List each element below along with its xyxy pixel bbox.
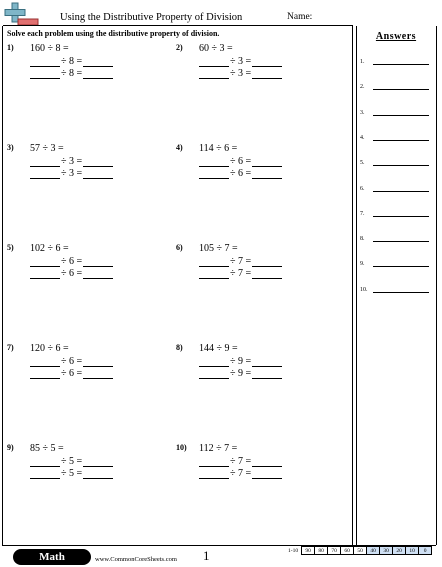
division-op: ÷ 7 =	[230, 256, 252, 267]
work-line-2	[199, 168, 282, 179]
blank-quotient[interactable]	[83, 257, 113, 267]
blank-quotient[interactable]	[83, 457, 113, 467]
blank-quotient[interactable]	[83, 169, 113, 179]
problem-2	[176, 43, 326, 93]
score-cell: 70	[328, 547, 341, 555]
division-op: ÷ 6 =	[61, 268, 83, 279]
worksheet-title: Using the Distributive Property of Division	[60, 12, 243, 23]
answer-number: 9.	[360, 261, 365, 268]
blank-quotient[interactable]	[252, 369, 282, 379]
answer-row-2	[360, 83, 429, 90]
work-line-1	[30, 56, 113, 67]
score-cell: 20	[393, 547, 406, 555]
blank-dividend[interactable]	[30, 269, 60, 279]
problem-number: 8)	[176, 343, 183, 352]
blank-quotient[interactable]	[83, 369, 113, 379]
work-line-1	[199, 456, 282, 467]
answer-row-8	[360, 235, 429, 242]
blank-quotient[interactable]	[252, 357, 282, 367]
blank-quotient[interactable]	[252, 257, 282, 267]
work-line-2	[199, 468, 282, 479]
work-line-1	[199, 156, 282, 167]
blank-quotient[interactable]	[252, 157, 282, 167]
work-line-2	[199, 268, 282, 279]
work-line-2	[30, 368, 113, 379]
work-line-1	[30, 356, 113, 367]
problem-expression: 85 ÷ 5 =	[30, 443, 64, 454]
problem-3	[7, 143, 157, 193]
answer-blank[interactable]	[373, 109, 429, 116]
answer-blank[interactable]	[373, 185, 429, 192]
work-line-1	[30, 456, 113, 467]
problem-10	[176, 443, 326, 493]
division-op: ÷ 8 =	[61, 56, 83, 67]
blank-dividend[interactable]	[30, 69, 60, 79]
problem-expression: 102 ÷ 6 =	[30, 243, 69, 254]
problem-expression: 112 ÷ 7 =	[199, 443, 238, 454]
work-line-1	[199, 256, 282, 267]
problem-expression: 60 ÷ 3 =	[199, 43, 233, 54]
blank-dividend[interactable]	[199, 69, 229, 79]
answers-title: Answers	[375, 31, 417, 42]
answer-blank[interactable]	[373, 210, 429, 217]
division-op: ÷ 6 =	[230, 168, 252, 179]
answer-row-4	[360, 134, 429, 141]
problem-number: 9)	[7, 443, 14, 452]
blank-dividend[interactable]	[199, 369, 229, 379]
score-cell: 80	[315, 547, 328, 555]
work-line-1	[199, 356, 282, 367]
score-cell: 40	[367, 547, 380, 555]
answer-row-7	[360, 210, 429, 217]
blank-dividend[interactable]	[199, 457, 229, 467]
problem-number: 7)	[7, 343, 14, 352]
division-op: ÷ 7 =	[230, 456, 252, 467]
problem-number: 5)	[7, 243, 14, 252]
division-op: ÷ 3 =	[61, 168, 83, 179]
score-cell: 10	[406, 547, 419, 555]
problem-expression: 114 ÷ 6 =	[199, 143, 238, 154]
blank-dividend[interactable]	[199, 57, 229, 67]
answer-row-3	[360, 109, 429, 116]
problem-8	[176, 343, 326, 393]
answer-row-5	[360, 159, 429, 166]
score-cell: 0	[419, 547, 432, 555]
blank-quotient[interactable]	[83, 269, 113, 279]
answer-number: 7.	[360, 210, 365, 217]
work-line-1	[199, 56, 282, 67]
problem-expression: 57 ÷ 3 =	[30, 143, 64, 154]
website-url[interactable]: www.CommonCoreSheets.com	[95, 556, 177, 563]
frame-left-rule	[2, 26, 3, 545]
blank-dividend[interactable]	[199, 469, 229, 479]
blank-quotient[interactable]	[252, 269, 282, 279]
answer-number: 10.	[360, 286, 368, 293]
blank-quotient[interactable]	[252, 169, 282, 179]
work-line-2	[30, 268, 113, 279]
division-op: ÷ 3 =	[230, 56, 252, 67]
answer-number: 3.	[360, 109, 365, 116]
problem-number: 2)	[176, 43, 183, 52]
problem-expression: 120 ÷ 6 =	[30, 343, 69, 354]
score-row	[287, 547, 432, 555]
division-op: ÷ 6 =	[61, 356, 83, 367]
answer-row-1	[360, 58, 429, 65]
problem-expression: 160 ÷ 8 =	[30, 43, 69, 54]
instructions: Solve each problem using the distributive property of division.	[7, 29, 220, 38]
blank-dividend[interactable]	[30, 369, 60, 379]
score-cell: 90	[302, 547, 315, 555]
answer-blank[interactable]	[373, 159, 429, 166]
blank-dividend[interactable]	[30, 457, 60, 467]
blank-dividend[interactable]	[30, 469, 60, 479]
blank-quotient[interactable]	[252, 469, 282, 479]
work-line-2	[199, 368, 282, 379]
header-rule	[3, 25, 353, 26]
name-label: Name:	[287, 12, 313, 22]
work-line-2	[30, 468, 113, 479]
answer-blank[interactable]	[373, 134, 429, 141]
division-op: ÷ 6 =	[61, 256, 83, 267]
answer-number: 6.	[360, 185, 365, 192]
division-op: ÷ 5 =	[61, 468, 83, 479]
page-number: 1	[203, 548, 210, 563]
blank-quotient[interactable]	[83, 357, 113, 367]
answer-number: 4.	[360, 134, 365, 141]
answer-blank[interactable]	[373, 58, 429, 65]
division-op: ÷ 3 =	[61, 156, 83, 167]
problem-number: 1)	[7, 43, 14, 52]
blank-quotient[interactable]	[83, 469, 113, 479]
score-cell: 50	[354, 547, 367, 555]
answer-number: 1.	[360, 59, 365, 65]
blank-dividend[interactable]	[199, 157, 229, 167]
answer-row-9	[360, 260, 429, 267]
problem-6	[176, 243, 326, 293]
division-op: ÷ 6 =	[230, 156, 252, 167]
work-line-2	[30, 168, 113, 179]
answer-blank[interactable]	[373, 260, 429, 267]
work-line-1	[30, 256, 113, 267]
answer-number: 2.	[360, 84, 365, 91]
division-op: ÷ 7 =	[230, 268, 252, 279]
blank-dividend[interactable]	[199, 169, 229, 179]
problem-number: 4)	[176, 143, 183, 152]
answer-row-10	[360, 286, 429, 293]
problem-number: 6)	[176, 243, 183, 252]
blank-quotient[interactable]	[252, 69, 282, 79]
division-op: ÷ 7 =	[230, 468, 252, 479]
answer-number: 5.	[360, 160, 365, 167]
problem-expression: 105 ÷ 7 =	[199, 243, 238, 254]
division-op: ÷ 5 =	[61, 456, 83, 467]
blank-quotient[interactable]	[83, 69, 113, 79]
answer-row-6	[360, 185, 429, 192]
problem-number: 10)	[176, 443, 187, 452]
blank-dividend[interactable]	[30, 57, 60, 67]
problem-number: 3)	[7, 143, 14, 152]
blank-quotient[interactable]	[83, 57, 113, 67]
division-op: ÷ 6 =	[61, 368, 83, 379]
score-cell: 30	[380, 547, 393, 555]
blank-quotient[interactable]	[252, 457, 282, 467]
score-label: 1-10	[288, 547, 299, 554]
problem-4	[176, 143, 326, 193]
answer-blank[interactable]	[373, 83, 429, 90]
problem-expression: 144 ÷ 9 =	[199, 343, 238, 354]
blank-dividend[interactable]	[199, 357, 229, 367]
score-table	[287, 546, 432, 555]
blank-dividend[interactable]	[199, 269, 229, 279]
blank-quotient[interactable]	[252, 57, 282, 67]
division-op: ÷ 9 =	[230, 356, 252, 367]
work-line-2	[199, 68, 282, 79]
division-op: ÷ 8 =	[61, 68, 83, 79]
answer-blank[interactable]	[373, 235, 429, 242]
blank-dividend[interactable]	[30, 257, 60, 267]
answer-number: 8.	[360, 236, 365, 243]
score-cell: 60	[341, 547, 354, 555]
division-op: ÷ 3 =	[230, 68, 252, 79]
division-op: ÷ 9 =	[230, 368, 252, 379]
problem-5	[7, 243, 157, 293]
blank-dividend[interactable]	[30, 357, 60, 367]
answers-panel	[356, 26, 437, 545]
problem-7	[7, 343, 157, 393]
work-line-2	[30, 68, 113, 79]
work-line-1	[30, 156, 113, 167]
problem-9	[7, 443, 157, 493]
blank-dividend[interactable]	[199, 257, 229, 267]
blank-quotient[interactable]	[83, 157, 113, 167]
answer-blank[interactable]	[373, 286, 429, 293]
problem-1	[7, 43, 157, 93]
math-badge: Math	[13, 549, 91, 565]
blank-dividend[interactable]	[30, 169, 60, 179]
blank-dividend[interactable]	[30, 157, 60, 167]
